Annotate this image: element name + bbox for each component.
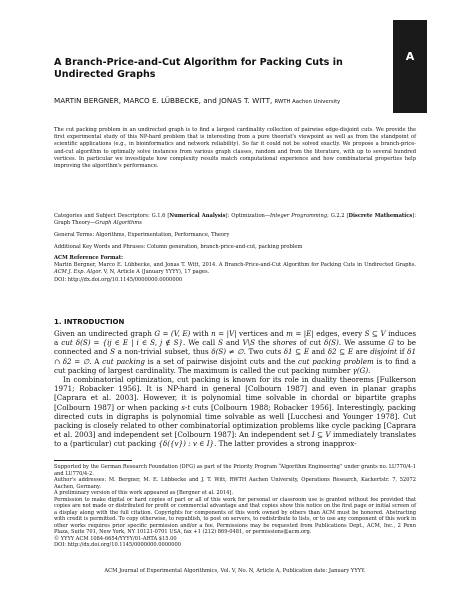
intro-p1-part: . [368,365,371,375]
intro-p2-part: . The latter provides a strong inapprox- [214,439,357,449]
math-g: G = (V, E) [154,329,191,338]
acm-reference-doi: DOI: http://dx.doi.org/10.1145/0000000.0000000 [54,276,183,283]
math-delta2: δ2 ⊆ E [327,347,354,357]
intro-p1-part: . We call [183,338,219,348]
term-cut-packing-problem: cut packing problem [298,356,374,366]
intro-p1-part: Given an undirected graph [54,329,155,338]
math-cut-definition: δ(S) = {ij ∈ E | i ∈ S, j ∉ S} [75,338,184,348]
acm-reference-journal: ACM J. Exp. Algor. [54,269,102,276]
abstract: The cut packing problem in an undirected graph is to find a largest cardinality collection of pairwise edge-disjoint cuts. We provide the first experimental study of this NP-hard problem that is interesting from a pure theorist's viewpoint as well as from the standpoint of scientific applications (e.g., in bioinformatics and network reliability). So far it could not be solved exactly. We propose a branch-price-and-cut algorithm to optimally solve instances from various graph classes, random and from the literature, with up to several hundred vertices. In particular we investigate how complexity results match computational experience and how combinatorial properties help improving the algorithm's performance. [54,127,416,170]
intro-p1-part: . A [89,356,103,366]
section-heading: 1. INTRODUCTION [54,318,125,326]
keywords: Additional Key Words and Phrases: Column generation, branch-price-and-cut, packing problem [54,244,303,250]
category-numerical-analysis: Numerical Analysis [169,213,226,219]
paper-title: A Branch-Price-and-Cut Algorithm for Packing Cuts in Undirected Graphs [54,57,343,80]
intro-p1-part: to be connected and [54,338,417,357]
term-cut: cut [61,338,73,348]
categories-text-3: ]: Graph Theory— [54,213,416,227]
acm-reference-heading: ACM Reference Format: [54,255,124,261]
introduction-body [54,329,416,449]
categories-text-1: ]: Optimization— [225,213,270,219]
categories-line [54,213,416,227]
acm-reference-text-2: V, N, Article A (January YYYY), 17 pages. [101,269,210,276]
categories-text-2: ; G.2.2 [ [327,213,349,219]
intro-p1-part: of cut [296,338,325,348]
intro-p1-part: . We assume [338,338,389,348]
intro-paragraph-1 [54,329,416,375]
footnote-addresses: Author's addresses: M. Bergner, M. E. Lübbecke and J. T. Witt, RWTH Aachen University, Operations Research, Kackertstr. 7, 52072 Aachen, Germany. [54,477,416,490]
acm-reference-text [54,262,416,276]
math-m: m = |E| [286,329,314,338]
intro-p2-part: - [184,402,188,412]
math-v-minus-s: V\S [242,338,255,348]
math-gamma-g: γ(G) [352,365,369,375]
math-s-subset: S ⊆ V [364,329,386,338]
category-discrete-mathematics: Discrete Mathematics [348,213,413,219]
intro-p1-part: edges, every [313,329,365,338]
acm-reference [54,255,416,284]
intro-p1-part: are [353,347,371,357]
math-t: t [187,402,191,412]
intro-p1-part: is a set of pairwise disjoint cuts and the [144,356,299,366]
footnote-rule [54,460,132,461]
intro-p1-part: vertices and [236,329,287,338]
journal-footer: ACM Journal of Experimental Algorithmics, Vol. V, No. N, Article A, Publication date: January YYYY. [104,568,366,574]
term-cut-packing: cut packing [102,356,145,366]
math-g: G [388,338,395,348]
math-s: S [110,347,115,357]
author-line [54,96,416,105]
term-shores: shores [272,338,297,348]
intro-p2-part: immediately translates to a (particular) cut packing [54,430,416,449]
footnotes [54,464,416,549]
footnote-copyright: © YYYY ACM 1084-6654/YYYY/01-ARTA $15.00 [54,535,177,542]
footnote-permission: Permission to make digital or hard copies of part or all of this work for personal or classroom use is granted without fee provided that copies are not made or distributed for profit or commercial advantage and that copies show this notice on the first page or initial screen of a display along with the full citation. Copyrights for components of this work owned by others than ACM must be honored. Abstracting with credit is permitted. To copy otherwise, to republish, to post on servers, to redistribute to lists, or to use any component of this work in other works requires prior specific permission and/or a fee. Permissions may be requested from Publications Dept., ACM, Inc., 2 Penn Plaza, Suite 701, New York, NY 10121-0701 USA, fax +1 (212) 869-0481, or permissions@acm.org. [54,496,416,535]
footnote-preliminary: A preliminary version of this work appeared as [Bergner et al. 2014]. [54,490,233,496]
math-delta1: δ1 ⊆ E [283,347,310,357]
math-cut-packing-set: {δ({v}) : v ∈ I} [158,439,215,449]
intro-p2-part: In combinatorial optimization, cut packing is known for its role in duality theorems [Fulkerson 1971; Robacker 1956]. It is NP-hard in general [Colbourn 1987] and even in planar graphs [Caprara et al. 2003]. However, it is polynomial time solvable in chordal or bipartite graphs [Colbourn 1987] or when packing [54,375,416,412]
math-delta-s: δ(S) [324,338,339,348]
categories-label: Categories and Subject Descriptors: G.1.6 [ [54,213,170,219]
intro-p1-part: is to find a cut packing of largest cardinality. The maximum is called the cut packing number [54,356,416,375]
intro-paragraph-2 [54,375,416,449]
intro-p1-part: the [254,338,273,348]
article-letter: A [405,50,415,63]
math-n: n = |V| [211,329,237,338]
intro-p1-part: . Two cuts [243,347,284,357]
footnote-doi: DOI: http://dx.doi.org/10.1145/0000000.0000000 [54,542,181,548]
category-graph-algorithms: Graph Algorithms [95,220,142,227]
intro-p1-part: and [309,347,328,357]
author-affiliation: RWTH Aachen University [274,99,341,105]
math-disjoint-condition: δ1 ∩ δ2 = ∅ [54,347,417,366]
intro-p1-part: a non-trivial subset, thus [114,347,212,357]
math-s: S [218,338,224,348]
general-terms: General Terms: Algorithms, Experimentation, Performance, Theory [54,232,230,238]
intro-p1-part: if [396,347,408,357]
intro-p2-part: cuts [Colbourn 1988; Robacker 1956]. Interestingly, packing directed cuts in digraphs is polynomial time solvable as well [Lucchesi and Younger 1978]. Cut packing is closely related to other combinatorial optimization problems like cycle packing [Caprara et al. 2003] and independent set [Colbourn 1987]: An independent set [54,402,417,440]
acm-reference-text-1: Martin Bergner, Marco E. Lübbecke, and Jonas T. Witt, 2014. A Branch-Price-and-Cut Algorithm for Packing Cuts in Undirected Graphs. [54,262,416,269]
intro-p1-part: induces a [54,329,417,348]
intro-p1-part: and [223,338,243,348]
author-names: MARTIN BERGNER, MARCO E. LÜBBECKE, and JONAS T. WITT, [54,96,273,105]
term-disjoint: disjoint [370,347,397,357]
intro-p1-part: with [190,329,212,338]
category-integer-programming: Integer Programming [270,213,328,219]
footnote-funding: Supported by the German Research Foundation (DFG) as part of the Priority Program “Algorithm Engineering” under grants no. LU770/4-1 and LU770/4-2. [54,464,416,477]
math-s: s [181,402,185,412]
math-nonempty-cut: δ(S) ≠ ∅ [211,347,244,357]
math-independent-set: I ⊆ V [311,430,331,440]
